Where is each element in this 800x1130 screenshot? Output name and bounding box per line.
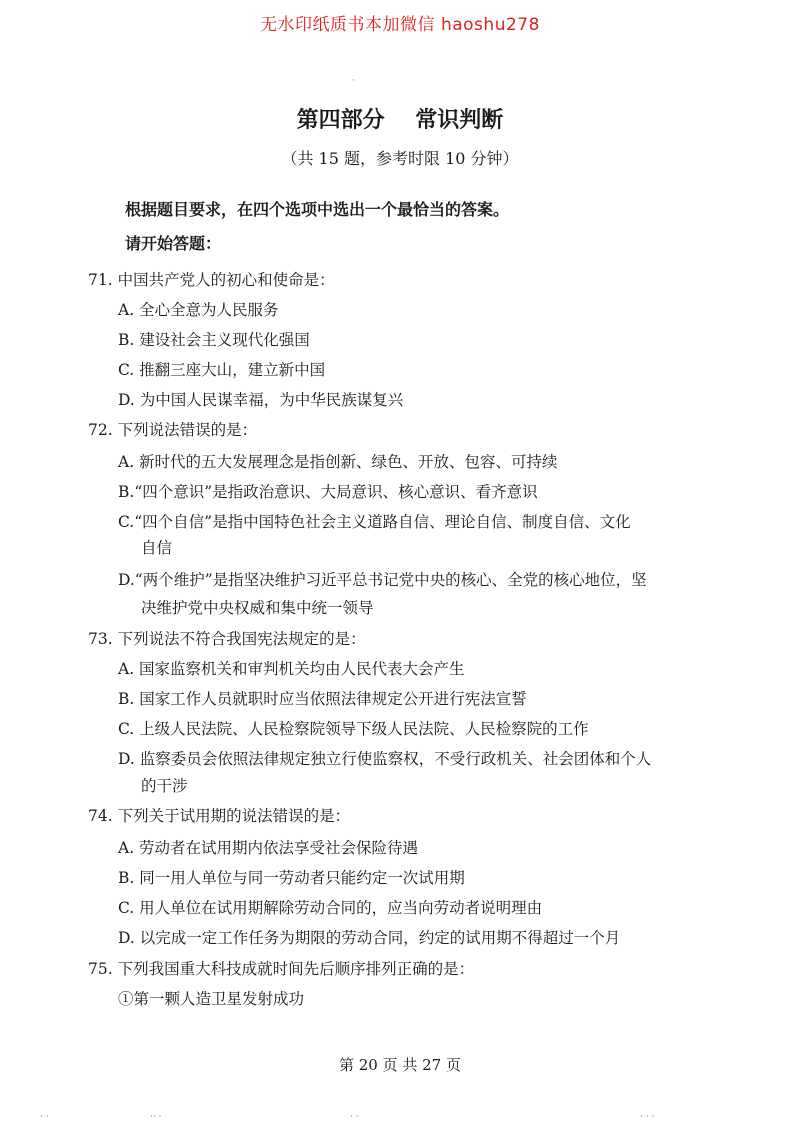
question-74-option-b: B. 同一用人单位与同一劳动者只能约定一次试用期 [118,869,465,887]
question-72-option-a: A. 新时代的五大发展理念是指创新、绿色、开放、包容、可持续 [118,453,558,471]
section-subtitle: （共 15 题，参考时限 10 分钟） [281,149,519,168]
question-74-stem: 74. 下列关于试用期的说法错误的是： [88,807,351,825]
question-75-stem: 75. 下列我国重大科技成就时间先后顺序排列正确的是： [88,960,475,978]
question-73-option-c: C. 上级人民法院、人民检察院领导下级人民法院、人民检察院的工作 [118,720,589,738]
section-title: 第四部分 常识判断 [296,108,504,133]
question-72-option-d-continuation: 决维护党中央权威和集中统一领导 [141,599,374,617]
question-74-option-c: C. 用人单位在试用期解除劳动合同的，应当向劳动者说明理由 [118,899,543,917]
question-71-option-c: C. 推翻三座大山，建立新中国 [118,361,326,379]
question-71-option-a: A. 全心全意为人民服务 [118,301,279,319]
scan-speck: · [352,76,355,86]
question-71-option-d: D. 为中国人民谋幸福，为中华民族谋复兴 [118,391,404,409]
question-74-option-d: D. 以完成一定工作任务为期限的劳动合同，约定的试用期不得超过一个月 [118,929,621,947]
question-73-option-d-continuation: 的干涉 [141,777,188,795]
question-73-option-b: B. 国家工作人员就职时应当依照法律规定公开进行宪法宣誓 [118,690,527,708]
page-footer: 第 20 页 共 27 页 [338,1056,461,1074]
question-74-option-a: A. 劳动者在试用期内依法享受社会保险待遇 [118,839,419,857]
question-72-stem: 72. 下列说法错误的是： [88,421,258,439]
question-72-option-d: D.“两个维护”是指坚决维护习近平总书记党中央的核心、全党的核心地位，坚 [118,571,647,589]
scan-speck: · · · [640,1112,655,1122]
question-72-option-c: C.“四个自信”是指中国特色社会主义道路自信、理论自信、制度自信、文化 [118,513,631,531]
question-73-stem: 73. 下列说法不符合我国宪法规定的是： [88,630,366,648]
question-73-option-a: A. 国家监察机关和审判机关均由人民代表大会产生 [118,660,465,678]
instruction: 根据题目要求，在四个选项中选出一个最恰当的答案。 [125,200,510,219]
start-prompt: 请开始答题： [125,234,222,253]
question-75-item-1: ①第一颗人造卫星发射成功 [118,990,305,1008]
watermark-text: 无水印纸质书本加微信 haoshu278 [260,15,540,35]
question-71-stem: 71. 中国共产党人的初心和使命是： [88,271,335,289]
scan-speck: ·· · [150,1112,162,1122]
question-72-option-b: B.“四个意识”是指政治意识、大局意识、核心意识、看齐意识 [118,483,538,501]
question-71-option-b: B. 建设社会主义现代化强国 [118,331,310,349]
scan-speck: · · [350,1112,359,1122]
scan-speck: · · [40,1112,49,1122]
question-72-option-c-continuation: 自信 [141,539,173,557]
question-73-option-d: D. 监察委员会依照法律规定独立行使监察权，不受行政机关、社会团体和个人 [118,750,652,768]
